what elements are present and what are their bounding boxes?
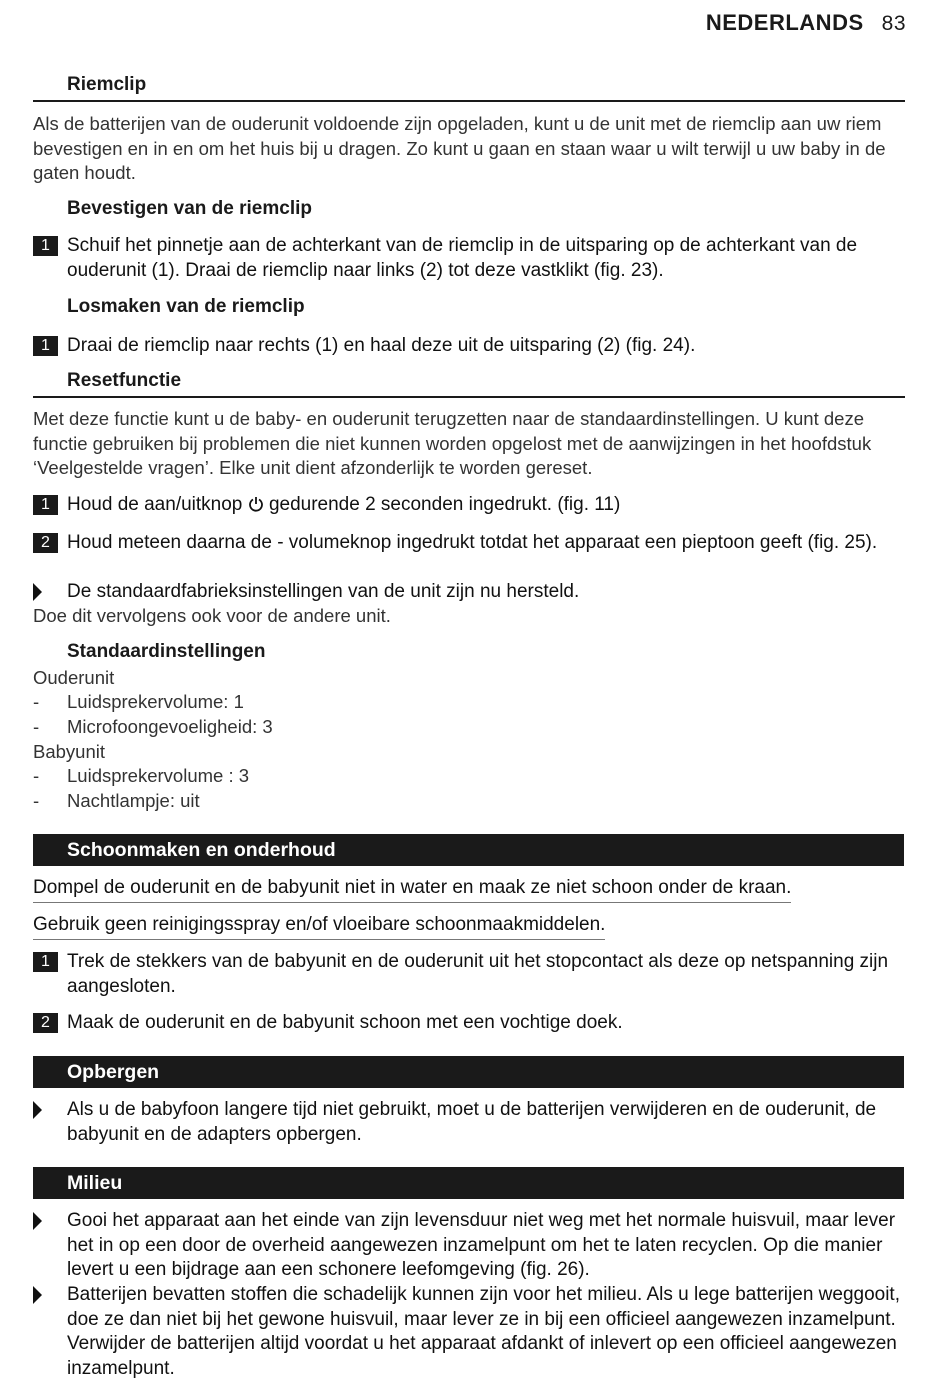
power-icon	[248, 496, 264, 512]
cleaning-heading	[33, 834, 904, 866]
section-rule	[33, 100, 905, 102]
environment-item-1	[33, 1209, 908, 1283]
storage-heading	[33, 1056, 904, 1088]
storage-item	[33, 1098, 908, 1147]
dash: -	[33, 790, 40, 811]
reset-intro: Met deze functie kunt u de baby- en ouderunit terugzetten naar de standaardinstellingen. U kunt deze functie gebruiken bij problemen die niet kunnen worden opgelost met de aanwijzingen in het hoofdstuk ‘Veelgestelde vragen’. Elke unit dient afzonderlijk te worden gereset.	[33, 408, 872, 478]
section-rule	[33, 396, 905, 398]
step-number: 1	[33, 336, 58, 356]
list-item	[33, 690, 244, 715]
cleaning-warning-1: Dompel de ouderunit en de babyunit niet in water en maak ze niet schoon onder de kraan.	[33, 875, 791, 903]
list-item-text: Nachtlampje: uit	[67, 790, 200, 811]
step-number: 1	[33, 952, 58, 972]
reset-followup: Doe dit vervolgens ook voor de andere unit.	[33, 605, 391, 626]
dash: -	[33, 765, 40, 786]
cleaning-warning-2: Gebruik geen reinigingsspray en/of vloeibare schoonmaakmiddelen.	[33, 912, 605, 940]
step-number: 1	[33, 236, 58, 256]
riemclip-title: Riemclip	[67, 74, 147, 95]
step-text-part: Houd de aan/uitknop	[67, 494, 243, 515]
attach-step	[33, 234, 908, 283]
detach-step	[33, 334, 908, 359]
bullet-icon	[33, 583, 42, 601]
reset-title: Resetfunctie	[67, 370, 182, 391]
heading-text: Schoonmaken en onderhoud	[67, 839, 336, 861]
bullet-icon	[33, 1101, 42, 1119]
language-label: NEDERLANDS	[705, 10, 864, 35]
step-text: Trek de stekkers van de babyunit en de ouderunit uit het stopcontact als deze op netspanning zijn aangesloten.	[67, 951, 889, 997]
step-number: 2	[33, 533, 58, 553]
step-number: 1	[33, 495, 58, 515]
page-number: 83	[881, 12, 906, 35]
detach-title: Losmaken van de riemclip	[67, 296, 305, 317]
reset-step-2	[33, 531, 908, 556]
storage-text: Als u de babyfoon langere tijd niet gebruikt, moet u de batterijen verwijderen en de ouderunit, de babyunit en de adapters opbergen.	[67, 1099, 877, 1145]
step-text-part: gedurende 2 seconden ingedrukt. (fig. 11)	[268, 494, 621, 515]
list-item	[33, 715, 273, 740]
environment-text: Batterijen bevatten stoffen die schadelijk kunnen zijn voor het milieu. Als u lege batterijen weggooit, doe ze dan niet bij het gewone huisvuil, maar lever ze in bij een officieel aangewezen inzamelpunt. Verwijder de batterijen altijd voordat u het apparaat afdankt of inlevert op een officieel aangewezen inzamelpunt.	[67, 1284, 900, 1379]
result-text: De standaardfabrieksinstellingen van de unit zijn nu hersteld.	[67, 581, 580, 602]
defaults-title: Standaardinstellingen	[67, 641, 266, 662]
environment-item-2	[33, 1283, 908, 1381]
page-header	[706, 10, 906, 36]
cleaning-step-2	[33, 1011, 908, 1036]
environment-text: Gooi het apparaat aan het einde van zijn levensduur niet weg met het normale huisvuil, maar lever het in op een door de overheid aangewezen inzamelpunt om het te laten recyclen. Op die manier levert u een bijdrage aan een schonere leefomgeving (fig. 26).	[67, 1210, 896, 1280]
cleaning-step-1	[33, 950, 908, 999]
step-text	[67, 493, 908, 518]
list-item	[33, 789, 200, 814]
list-item-text: Luidsprekervolume : 3	[67, 765, 250, 786]
step-text: Draai de riemclip naar rechts (1) en haal deze uit de uitsparing (2) (fig. 24).	[67, 335, 696, 356]
step-text: Houd meteen daarna de - volumeknop ingedrukt totdat het apparaat een pieptoon geeft (fig. 25).	[67, 532, 878, 553]
list-item	[33, 764, 249, 789]
reset-step-1	[33, 493, 908, 518]
list-item-text: Microfoongevoeligheid: 3	[67, 716, 273, 737]
baby-label: Babyunit	[33, 741, 105, 762]
environment-heading	[33, 1167, 904, 1199]
parent-label: Ouderunit	[33, 667, 115, 688]
heading-text: Opbergen	[67, 1061, 160, 1083]
attach-title: Bevestigen van de riemclip	[67, 198, 312, 219]
reset-result	[33, 580, 908, 605]
dash: -	[33, 691, 40, 712]
bullet-icon	[33, 1212, 42, 1230]
dash: -	[33, 716, 40, 737]
step-text: Maak de ouderunit en de babyunit schoon met een vochtige doek.	[67, 1012, 623, 1033]
heading-text: Milieu	[67, 1172, 123, 1194]
list-item-text: Luidsprekervolume: 1	[67, 691, 244, 712]
step-text: Schuif het pinnetje aan de achterkant van de riemclip in de uitsparing op de achterkant van de ouderunit (1). Draai de riemclip naar links (2) tot deze vastklikt (fig. 23).	[67, 235, 858, 281]
step-number: 2	[33, 1013, 58, 1033]
riemclip-intro: Als de batterijen van de ouderunit voldoende zijn opgeladen, kunt u de unit met de riemclip aan uw riem bevestigen en in en om het huis bij u dragen. Zo kunt u gaan en staan waar u wilt terwijl u uw baby in de gaten houdt.	[33, 113, 886, 183]
bullet-icon	[33, 1286, 42, 1304]
